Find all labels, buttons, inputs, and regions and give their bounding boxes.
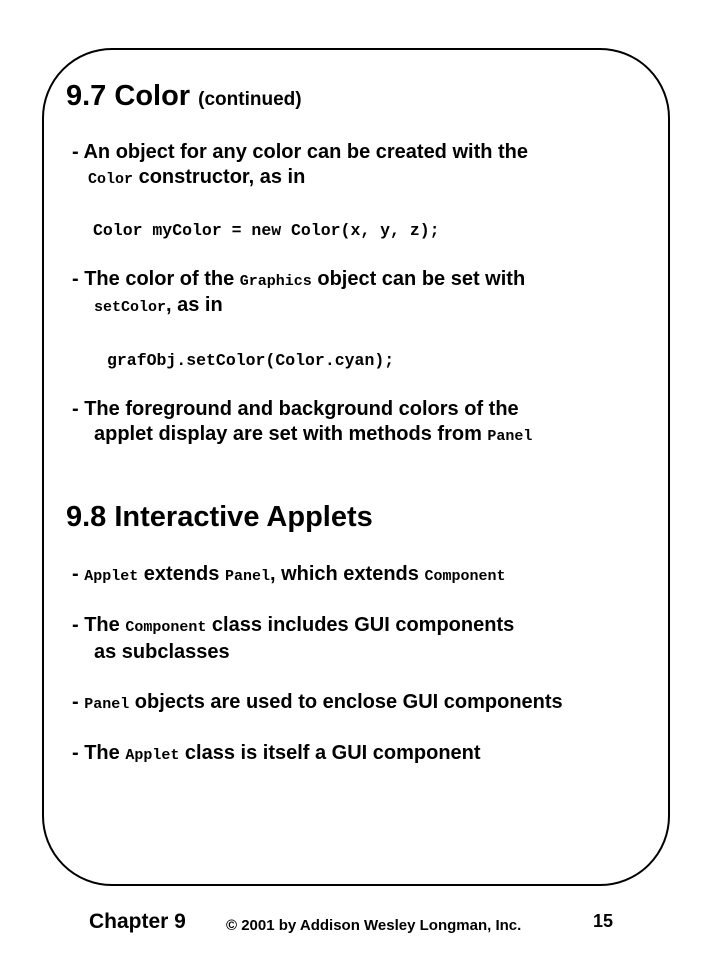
panel-class-code-3: Panel	[84, 696, 130, 713]
s98-b1-mid2: , which extends	[269, 563, 425, 585]
s98-b4-pre: - The	[72, 742, 126, 764]
s98-bullet2-line2: as subclasses	[94, 641, 230, 663]
s98-b1-pre: -	[72, 563, 85, 585]
s98-b3-post: objects are used to enclose GUI components	[129, 691, 563, 713]
code-setcolor-call: grafObj.setColor(Color.cyan);	[107, 351, 395, 370]
section-97-title	[66, 80, 302, 113]
s97-bullet1-line2-text: constructor, as in	[133, 166, 306, 188]
panel-class-code: Panel	[487, 428, 533, 445]
s97-bullet2-pre: - The color of the	[72, 268, 240, 290]
s97-bullet2-line2-text: , as in	[166, 294, 223, 316]
section-98-title: 9.8 Interactive Applets	[66, 501, 373, 533]
s98-b2-post: class includes GUI components	[206, 614, 515, 636]
graphics-class-code: Graphics	[239, 273, 312, 290]
s97-bullet1-line1: - An object for any color can be created with the	[72, 141, 529, 163]
s98-b3-pre: -	[72, 691, 85, 713]
s97-bullet2-post: object can be set with	[311, 268, 526, 290]
section-97-subtitle: (continued)	[198, 89, 302, 110]
code-color-constructor: Color myColor = new Color(x, y, z);	[93, 221, 440, 240]
applet-class-code-2: Applet	[125, 747, 180, 764]
s98-bullet1	[72, 563, 505, 586]
s97-bullet2-line1	[72, 268, 525, 291]
s98-bullet4	[72, 742, 481, 765]
s98-b1-mid1: extends	[138, 563, 225, 585]
s98-b2-pre: - The	[72, 614, 126, 636]
s98-b4-post: class is itself a GUI component	[179, 742, 481, 764]
footer-chapter: Chapter 9	[89, 910, 186, 933]
applet-class-code: Applet	[84, 568, 139, 585]
section-97-title-text: 9.7 Color	[66, 80, 191, 112]
s98-bullet2-line1	[72, 614, 514, 637]
component-class-code: Component	[424, 568, 506, 585]
s97-bullet1-line2	[88, 166, 305, 189]
s97-bullet3-line2-text: applet display are set with methods from	[94, 423, 488, 445]
component-class-code-2: Component	[125, 619, 207, 636]
s98-bullet3	[72, 691, 563, 714]
s97-bullet2-line2	[94, 294, 223, 317]
setcolor-method-code: setColor	[94, 299, 167, 316]
footer-copyright: © 2001 by Addison Wesley Longman, Inc.	[226, 917, 522, 934]
color-class-code: Color	[88, 171, 134, 188]
s97-bullet3-line2	[94, 423, 532, 446]
s97-bullet3-line1: - The foreground and background colors of the	[72, 398, 519, 420]
panel-class-code-2: Panel	[224, 568, 270, 585]
page-number: 15	[593, 911, 614, 931]
